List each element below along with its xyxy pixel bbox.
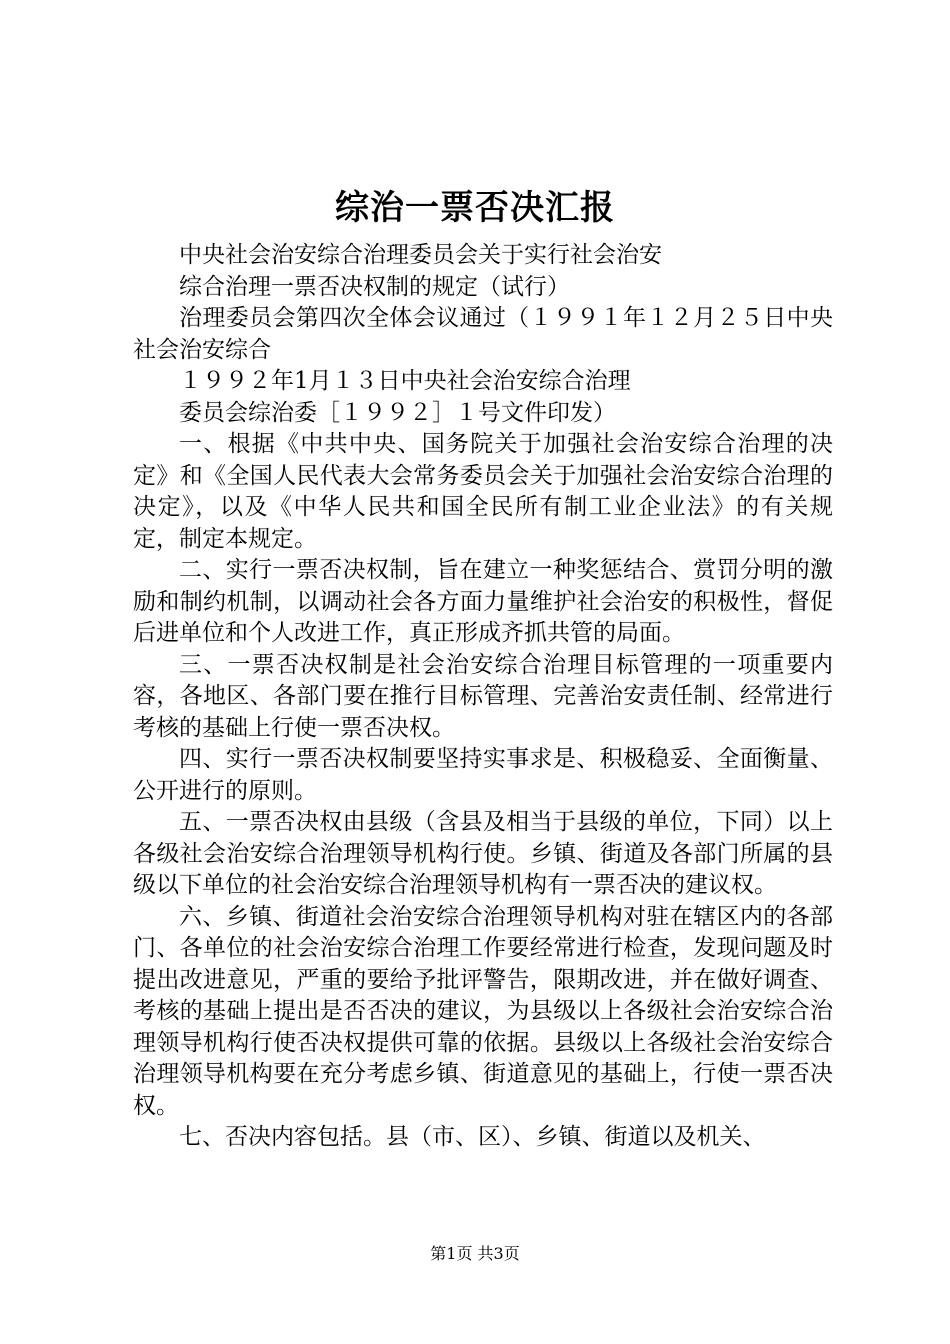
paragraph: １９９２年1月１３日中央社会治安综合治理 — [179, 368, 631, 394]
paragraph: 中央社会治安综合治理委员会关于实行社会治安 — [179, 242, 662, 268]
paragraph: 六、乡镇、街道社会治安综合治理领导机构对驻在辖区内的各部门、各单位的社会治安综合治理工作要经常进行检查，发现问题及时提出改进意见，严重的要给予批评警告，限期改进，并在做好调查、考核的基础上提出是否否决的建议，为县级以上各级社会治安综合治理领导机构行使否决权提供可靠的依据。县级以上各级社会治安综合治理领导机构要在充分考虑乡镇、街道意见的基础上，行使一票否决权。 — [133, 903, 833, 1119]
paragraph: 二、实行一票否决权制，旨在建立一种奖惩结合、赏罚分明的激励和制约机制，以调动社会各方面力量维护社会治安的积极性，督促后进单位和个人改进工作，真正形成齐抓共管的局面。 — [133, 557, 833, 646]
paragraph: 七、否决内容包括。县（市、区）、乡镇、街道以及机关、 — [179, 1124, 766, 1150]
paragraph: 四、实行一票否决权制要坚持实事求是、积极稳妥、全面衡量、公开进行的原则。 — [133, 746, 833, 804]
document-body — [133, 240, 833, 1154]
page-footer: 第1页 共3页 — [430, 1244, 520, 1263]
document-title: 综治一票否决汇报 — [335, 188, 615, 228]
paragraph: 五、一票否决权由县级（含县及相当于县级的单位，下同）以上各级社会治安综合治理领导机构行使。乡镇、街道及各部门所属的县级以下单位的社会治安综合治理领导机构有一票否决的建议权。 — [133, 809, 833, 898]
paragraph: 三、一票否决权制是社会治安综合治理目标管理的一项重要内容，各地区、各部门要在推行目标管理、完善治安责任制、经常进行考核的基础上行使一票否决权。 — [133, 651, 833, 741]
paragraph: 委员会综治委［１９９２］１号文件印发） — [179, 399, 616, 426]
paragraph: 综合治理一票否决权制的规定（试行） — [179, 273, 570, 300]
paragraph: 一、根据《中共中央、国务院关于加强社会治安综合治理的决定》和《全国人民代表大会常务委员会关于加强社会治安综合治理的决定》，以及《中华人民共和国全民所有制工业企业法》的有关规定，制定本规定。 — [133, 431, 833, 552]
paragraph: 治理委员会第四次全体会议通过（１９９１年１２月２５日中央社会治安综合 — [133, 305, 833, 363]
